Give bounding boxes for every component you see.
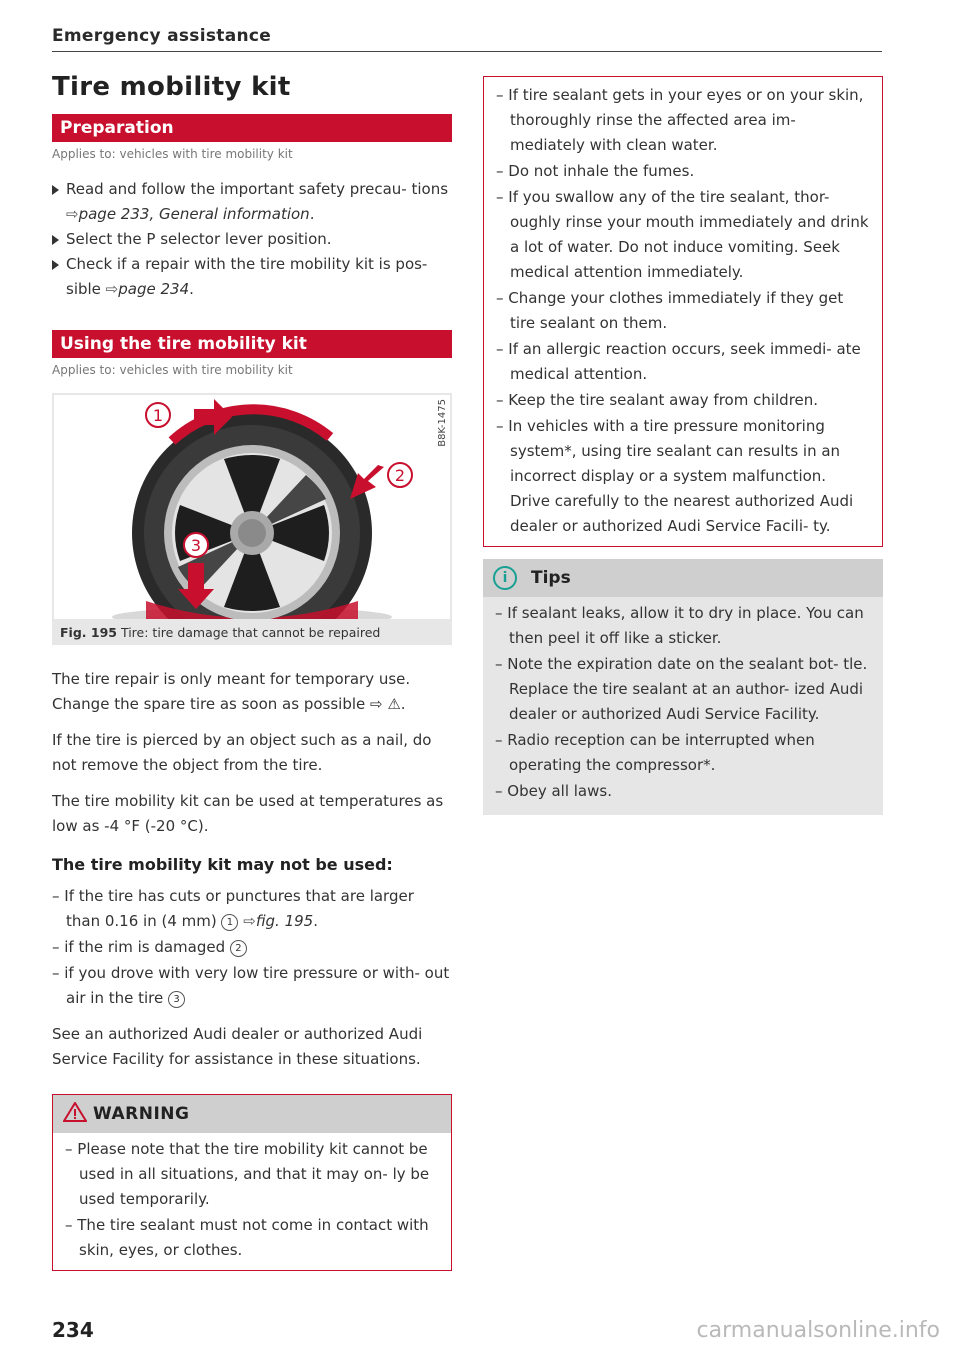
callout-number: 1 (221, 914, 238, 931)
list-item (52, 961, 452, 1011)
warning-item: – Please note that the tire mobility kit cannot be used in all situations, and that it may on- ly be used temporarily. (65, 1140, 430, 1208)
preparation-heading: Preparation (52, 114, 452, 142)
using-applies: Applies to: vehicles with tire mobility kit (52, 363, 293, 377)
tips-header (483, 559, 883, 597)
warning-body (53, 1133, 451, 1270)
callout-3: 3 (190, 536, 202, 555)
warning-header (53, 1095, 451, 1133)
figure-label: Fig. 195 (60, 625, 117, 640)
tips-box (483, 559, 883, 815)
warning-item: – Keep the tire sealant away from children. (496, 391, 819, 409)
step-text: Check if a repair with the tire mobility kit is pos- sible (66, 255, 428, 298)
tips-body (483, 597, 883, 811)
restriction-subheading: The tire mobility kit may not be used: (52, 855, 393, 874)
callout-2: 2 (394, 466, 406, 485)
list-item-text: – If the tire has cuts or punctures that are larger than 0.16 in (4 mm) (52, 887, 414, 930)
list-item-tail: . (313, 912, 319, 930)
warning-box (52, 1094, 452, 1271)
watermark: carmanualsonline.info (696, 1318, 940, 1343)
tire-illustration (54, 395, 450, 619)
paragraph-text: The tire repair is only meant for temporary use. Change the spare tire as soon as possible (52, 670, 411, 713)
arrow-right-icon: ⇨ (243, 912, 256, 930)
warning-item: – Change your clothes immediately if they get tire sealant on them. (496, 289, 844, 332)
tips-title: Tips (531, 568, 571, 588)
warning-item: – If you swallow any of the tire sealant, thor- oughly rinse your mouth immediately and drink a lot of water. Do not induce vomiting. Seek medical attention immediately. (496, 188, 869, 281)
warning-item: – In vehicles with a tire pressure monitoring system*, using tire sealant can results in an incorrect display or a system malfunction. Drive carefully to the nearest authorized Audi dealer or authorized Audi Service Facili- ty. (496, 417, 854, 535)
left-column (52, 72, 452, 1271)
warning-title: WARNING (93, 1104, 190, 1124)
figure-reference-link[interactable]: fig. 195 (255, 912, 314, 930)
right-column (483, 76, 883, 815)
arrow-right-icon: ⇨ (105, 280, 119, 298)
list-item (52, 935, 452, 960)
header-rule (52, 51, 882, 52)
figure-code: B8K-1475 (437, 399, 448, 447)
list-item-text: – if you drove with very low tire pressure or with- out air in the tire (52, 964, 450, 1007)
body-paragraph: The tire mobility kit can be used at temperatures as low as -4 °F (-20 °C). (52, 792, 444, 835)
warning-item: – Do not inhale the fumes. (496, 162, 695, 180)
using-heading: Using the tire mobility kit (52, 330, 452, 358)
figure-caption (60, 625, 380, 640)
warning-box-continued (483, 76, 883, 547)
step-item (52, 252, 452, 302)
warning-reference-link[interactable]: ⇨ ⚠. (370, 695, 406, 713)
step-item (52, 177, 452, 227)
triangle-bullet-icon (52, 185, 59, 195)
triangle-bullet-icon (52, 260, 59, 270)
preparation-applies: Applies to: vehicles with tire mobility kit (52, 147, 293, 161)
warning-item: – If an allergic reaction occurs, seek immedi- ate medical attention. (496, 340, 861, 383)
callout-number: 2 (230, 940, 247, 957)
page-title: Tire mobility kit (52, 72, 291, 102)
info-icon: i (493, 566, 517, 590)
tire-wheel-icon (54, 395, 450, 619)
step-text: Read and follow the important safety precau- tions (66, 180, 449, 198)
page-number: 234 (52, 1318, 94, 1342)
arrow-right-icon: ⇨ (66, 205, 79, 223)
tip-item: – If sealant leaks, allow it to dry in place. You can then peel it off like a sticker. (495, 604, 864, 647)
tip-item: – Radio reception can be interrupted when operating the compressor*. (495, 731, 815, 774)
step-tail: . (309, 205, 315, 223)
list-item-text: – if the rim is damaged (52, 938, 230, 956)
triangle-bullet-icon (52, 235, 59, 245)
page-reference-link[interactable]: page 234 (118, 280, 190, 298)
figure-caption-text: Tire: tire damage that cannot be repaired (120, 625, 381, 640)
callout-number: 3 (168, 991, 185, 1008)
list-item (52, 884, 452, 934)
step-item (52, 227, 452, 252)
body-paragraph: See an authorized Audi dealer or authorized Audi Service Facility for assistance in these situations. (52, 1025, 423, 1068)
body-paragraph (52, 667, 452, 717)
page-reference-link[interactable]: page 233, General information (78, 205, 310, 223)
tip-item: – Obey all laws. (495, 782, 612, 800)
running-header: Emergency assistance (52, 26, 272, 46)
callout-1: 1 (152, 406, 164, 425)
body-paragraph: If the tire is pierced by an object such as a nail, do not remove the object from the tire. (52, 731, 432, 774)
step-tail: . (189, 280, 194, 298)
figure-195 (52, 393, 452, 645)
warning-triangle-icon (63, 1102, 87, 1122)
warning-item: – The tire sealant must not come in contact with skin, eyes, or clothes. (65, 1216, 429, 1259)
step-text: Select the P selector lever position. (66, 230, 332, 248)
tip-item: – Note the expiration date on the sealant bot- tle. Replace the tire sealant at an author- ized Audi dealer or authorized Audi Service Facility. (495, 655, 868, 723)
warning-item: – If tire sealant gets in your eyes or on your skin, thoroughly rinse the affected area im- mediately with clean water. (496, 86, 864, 154)
